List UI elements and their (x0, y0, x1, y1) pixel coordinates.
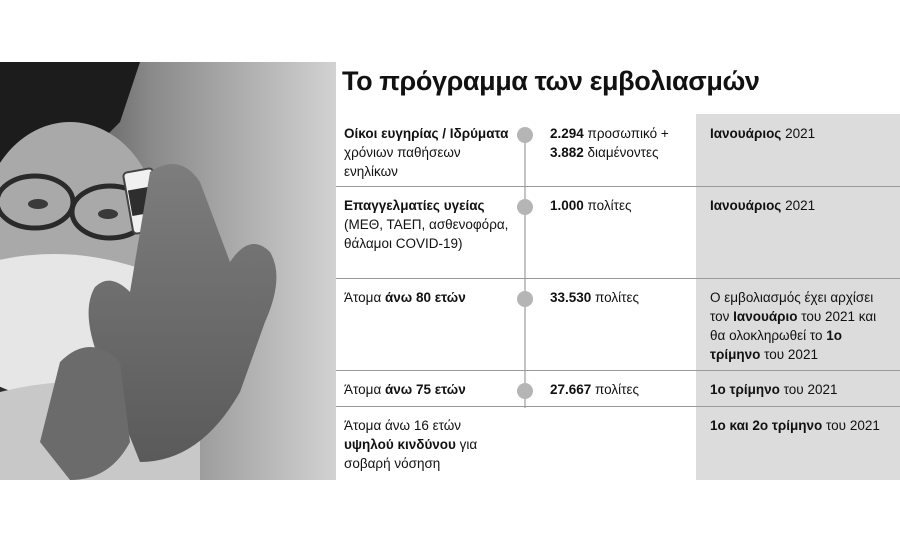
text-span: Ο εμβολιασμός έχει αρχίσει τον (710, 290, 874, 324)
bold-text: 3.882 (550, 145, 584, 160)
text-span: Άτομα (344, 382, 385, 397)
group-cell (344, 416, 514, 473)
bold-text: 1ο και 2ο τρίμηνο (710, 418, 823, 433)
text-span: του 2021 (822, 418, 880, 433)
group-cell (344, 288, 514, 307)
timeline-dot-icon (517, 199, 533, 215)
text-span: πολίτες (591, 290, 640, 305)
bold-text: υψηλού κινδύνου (344, 437, 456, 452)
text-span: του 2021 (760, 347, 818, 362)
bold-text: Ιανουάριος (710, 198, 782, 213)
count-cell (550, 124, 690, 162)
row-divider (336, 278, 900, 279)
group-cell (344, 124, 514, 181)
bold-text: 33.530 (550, 290, 592, 305)
text-span: του 2021 (779, 382, 838, 397)
text-span: για σοβαρή νόσηση (344, 437, 478, 471)
text-span: χρόνιων παθήσεων ενηλίκων (344, 145, 461, 179)
date-cell (710, 196, 894, 215)
text-span: πολίτες (591, 382, 640, 397)
text-span: (ΜΕΘ, ΤΑΕΠ, ασθενοφόρα, θάλαμοι COVID-19) (344, 217, 509, 251)
bold-text: Ιδρύματα (449, 126, 509, 141)
row-divider (336, 370, 900, 371)
bold-text: άνω 75 ετών (385, 382, 466, 397)
date-cell (710, 288, 894, 364)
text-span: προσωπικό + (583, 126, 669, 141)
row-divider (336, 406, 900, 407)
vaccination-photo (0, 62, 336, 480)
text-span: Άτομα (344, 290, 385, 305)
text-span: πολίτες (583, 198, 632, 213)
vaccination-schedule-table (336, 114, 900, 480)
group-cell (344, 196, 514, 253)
bold-text: Οίκοι ευγηρίας / (344, 126, 450, 141)
bold-text: 2.294 (550, 126, 584, 141)
vaccine-syringe-photo-illustration (0, 62, 336, 480)
timeline-line (524, 128, 526, 408)
bold-text: Ιανουάριο (733, 309, 798, 324)
count-cell (550, 288, 690, 307)
date-cell (710, 124, 894, 143)
page-title: Το πρόγραμμα των εμβολιασμών (342, 66, 760, 96)
text-span: 2021 (781, 198, 816, 213)
text-span: του 2021 και θα ολοκληρωθεί το (710, 309, 877, 343)
timeline-dot-icon (517, 127, 533, 143)
bold-text: 1ο τρίμηνο (710, 382, 780, 397)
row-divider (336, 186, 900, 187)
text-span: Άτομα άνω 16 ετών (344, 418, 462, 433)
bold-text: 27.667 (550, 382, 592, 397)
bold-text: άνω 80 ετών (385, 290, 466, 305)
text-span: 2021 (781, 126, 816, 141)
bold-text: 1.000 (550, 198, 584, 213)
date-cell (710, 416, 894, 435)
group-cell (344, 380, 514, 399)
date-cell (710, 380, 894, 399)
count-cell (550, 196, 690, 215)
timeline-dot-icon (517, 383, 533, 399)
timeline-dot-icon (517, 291, 533, 307)
bold-text: Ιανουάριος (710, 126, 782, 141)
text-span: διαμένοντες (583, 145, 659, 160)
bold-text: Επαγγελματίες υγείας (344, 198, 485, 213)
bold-text: 1ο τρίμηνο (710, 328, 843, 362)
count-cell (550, 380, 690, 399)
